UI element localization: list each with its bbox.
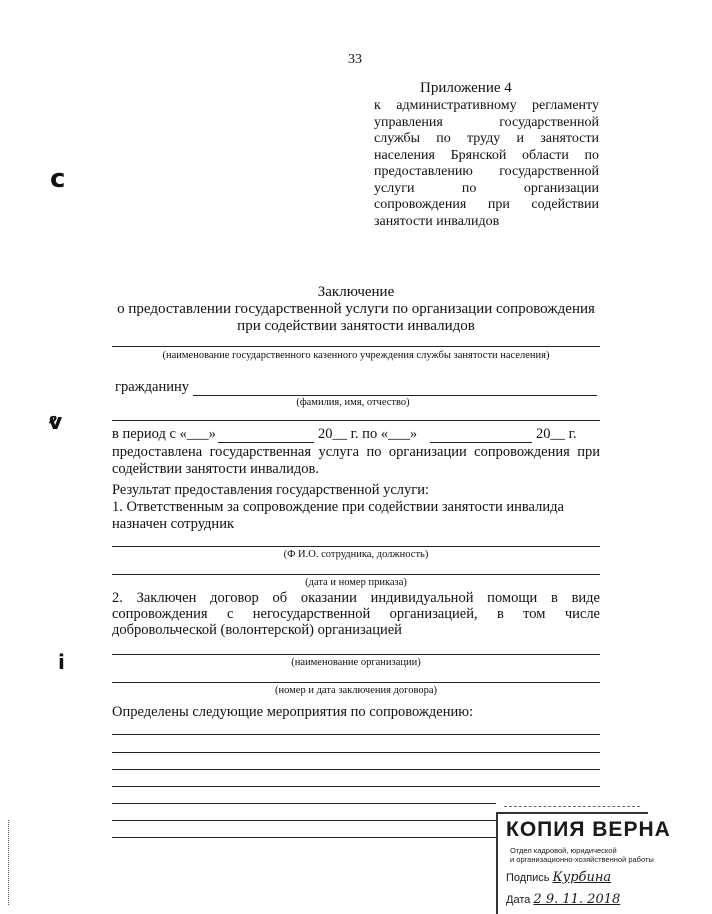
conclusion-subtitle: о предоставлении государственной услуги по организации сопровождения при содействии занятости инвалидов [117,301,595,334]
caption-org: (наименование организации) [291,657,421,668]
item-2-line-3: добровольческой (волонтерской) организацией [112,622,402,638]
events-line [112,734,600,735]
institution-line [112,346,600,347]
stamp-department [510,846,654,864]
handwritten-signature: Курбина [552,870,612,885]
caption-employee: (Ф И.О. сотрудника, должность) [283,549,429,560]
appendix-line: предоставлению государственной [374,164,599,179]
period-date2-line [430,442,532,443]
result-heading: Результат предоставления государственной услуги: [112,482,429,498]
contract-line [112,682,600,683]
events-heading: Определены следующие мероприятия по сопровождению: [112,704,474,720]
appendix-line: службы по труду и занятости [374,131,599,146]
margin-mark-2: ⱴ [48,410,63,435]
handwritten-date: 2 9. 11. 2018 [533,892,621,907]
margin-mark-1: c [50,164,66,194]
appendix-line: управления государственной [374,114,599,130]
item-2-line-2: сопровождения с негосударственной организацией, в том числе [112,606,600,622]
org-line [112,654,600,655]
events-line [112,786,600,787]
conclusion-title: Заключение [317,284,395,300]
period-start: в период с «___» [112,426,216,442]
citizen-label: гражданину [115,379,189,395]
stamp-heading: КОПИЯ ВЕРНА [506,818,671,841]
events-line [112,820,496,821]
appendix-title: Приложение 4 [420,80,512,96]
stamp-dashed-edge [504,806,640,807]
page-number: 33 [348,52,362,67]
provided-text: предоставлена государственная услуга по организации сопровождения при содействии занятости инвалидов. [112,444,600,477]
stamp-sign-label: Подпись [506,872,550,884]
period-middle: 20__ г. по «___» [318,426,418,442]
stamp-date-row [506,892,620,907]
events-line [112,752,600,753]
caption-order: (дата и номер приказа) [305,577,407,588]
stamp-signature-row [506,870,611,885]
appendix-line: услуги по организации [374,180,599,196]
appendix-line: к административному регламенту [374,98,599,113]
caption-contract: (номер и дата заключения договора) [275,685,437,696]
stamp-dept-line: Отдел кадровой, юридической [510,846,617,855]
employee-line [112,546,600,547]
events-line [112,837,496,838]
period-date1-line [218,442,314,443]
appendix-body [374,98,599,230]
copy-certified-stamp [496,812,671,914]
stamp-date-label: Дата [506,894,531,906]
appendix-line: сопровождения при содействии [374,197,599,212]
appendix-line: населения Брянской области по [374,147,599,163]
margin-mark-3: i [58,650,65,674]
citizen-line [193,395,597,396]
item-2-line-1: 2. Заключен договор об оказании индивидуальной помощи в виде [112,590,600,606]
events-line [112,803,496,804]
item-1: 1. Ответственным за сопровождение при содействии занятости инвалида назначен сотрудник [112,499,564,532]
fio-extra-line [112,420,600,421]
order-line [112,574,600,575]
stamp-dept-line: и организационно-хозяйственной работы [510,855,654,864]
caption-institution: (наименование государственного казенного учреждения службы занятости населения) [162,350,550,361]
events-line [112,769,600,770]
appendix-line: занятости инвалидов [374,213,500,229]
period-end: 20__ г. [536,426,577,442]
scan-edge [8,820,13,905]
caption-fio: (фамилия, имя, отчество) [296,397,410,408]
